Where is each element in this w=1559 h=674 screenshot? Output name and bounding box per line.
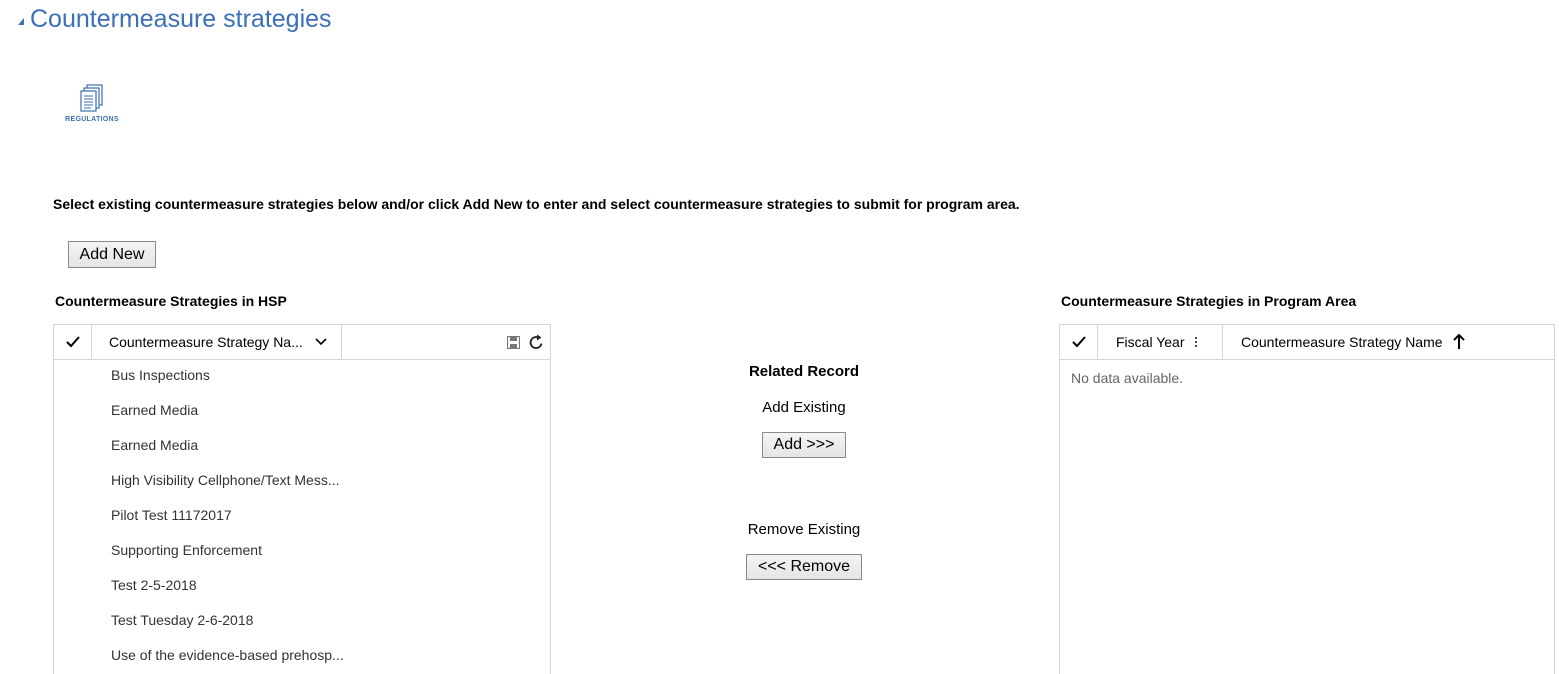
add-new-button[interactable]: Add New (68, 241, 156, 268)
program-area-grid (1059, 324, 1555, 674)
instructions-text: Select existing countermeasure strategies below and/or click Add New to enter and select countermeasure strategies to submit for program area. (53, 196, 1020, 212)
grid-tools (507, 325, 544, 359)
hsp-grid-title: Countermeasure Strategies in HSP (55, 293, 287, 309)
table-row[interactable]: Test 2-5-2018 (111, 577, 197, 593)
hsp-grid-header (54, 325, 550, 360)
strategy-name-label: Countermeasure Strategy Name (1241, 334, 1443, 350)
related-record-title: Related Record (748, 363, 860, 380)
chevron-down-icon[interactable] (315, 338, 327, 346)
add-existing-label: Add Existing (762, 399, 846, 416)
column-header-strategy-name[interactable] (1223, 325, 1465, 359)
column-header-strategy-name[interactable] (92, 325, 342, 359)
hsp-grid (53, 324, 551, 674)
select-all-checkbox[interactable] (1060, 325, 1098, 359)
more-options-icon[interactable] (1194, 336, 1198, 348)
hsp-grid-rows (54, 360, 550, 674)
regulations-label: REGULATIONS (65, 116, 119, 123)
section-header[interactable] (18, 4, 332, 34)
fiscal-year-label: Fiscal Year (1116, 334, 1185, 350)
section-title: Countermeasure strategies (30, 5, 332, 33)
table-row[interactable]: Bus Inspections (111, 367, 210, 383)
remove-existing-label: Remove Existing (747, 521, 861, 538)
program-grid-title: Countermeasure Strategies in Program Area (1061, 293, 1357, 309)
refresh-icon[interactable] (529, 334, 544, 350)
column-header-fiscal-year[interactable] (1098, 325, 1223, 359)
save-icon[interactable] (507, 336, 520, 349)
collapse-triangle-icon[interactable] (18, 18, 24, 25)
empty-state-text: No data available. (1071, 370, 1184, 386)
add-button[interactable]: Add >>> (762, 432, 846, 458)
table-row[interactable]: Earned Media (111, 437, 199, 453)
checkmark-icon (1072, 336, 1086, 348)
program-grid-header (1060, 325, 1554, 360)
table-row[interactable]: Supporting Enforcement (111, 542, 262, 558)
column-header-label: Countermeasure Strategy Na... (109, 334, 303, 350)
table-row[interactable]: Use of the evidence-based prehosp... (111, 647, 344, 663)
table-row[interactable]: Earned Media (111, 402, 199, 418)
checkmark-icon (66, 336, 80, 348)
table-row[interactable]: Pilot Test 11172017 (111, 507, 232, 523)
sort-ascending-icon[interactable] (1453, 334, 1465, 350)
remove-button[interactable]: <<< Remove (746, 554, 862, 580)
table-row[interactable]: Test Tuesday 2-6-2018 (111, 612, 254, 628)
table-row[interactable]: High Visibility Cellphone/Text Mess... (111, 472, 340, 488)
regulations-tile[interactable] (64, 84, 120, 128)
documents-icon (79, 84, 105, 114)
select-all-checkbox[interactable] (54, 325, 92, 359)
